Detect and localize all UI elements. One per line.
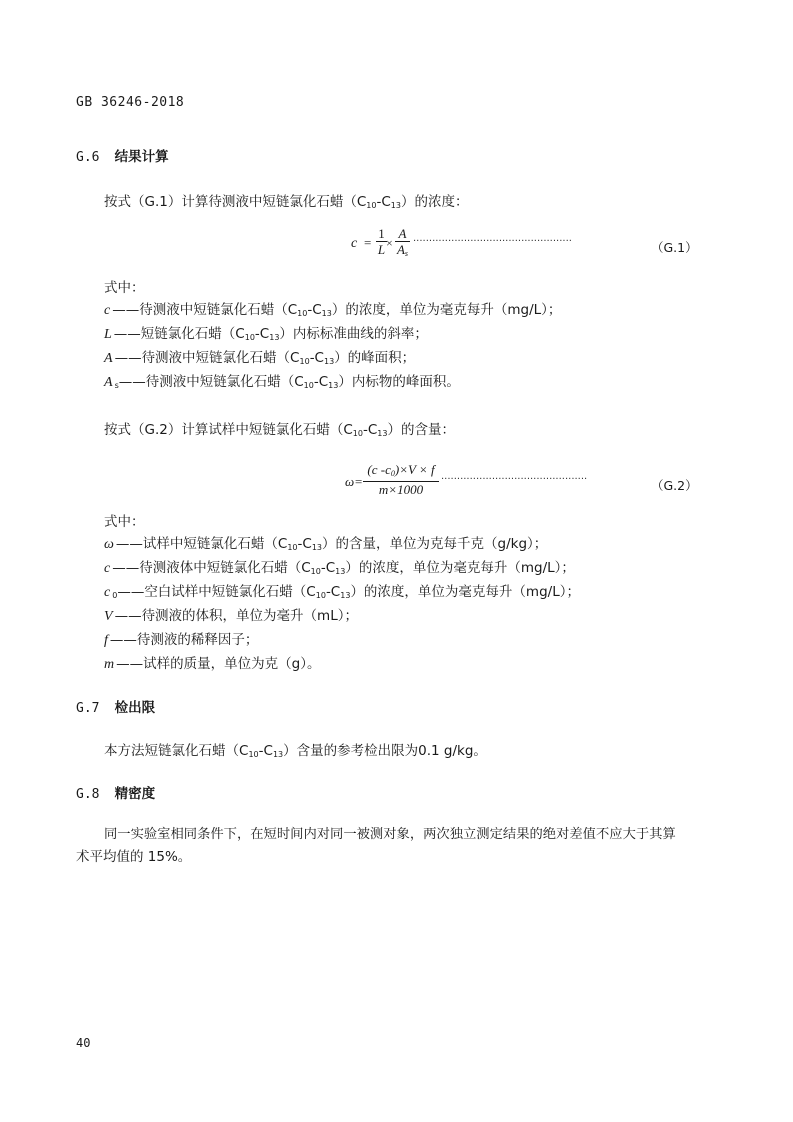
where-label-1: 式中： — [104, 280, 145, 296]
definition-text: ）内标物的峰面积。 — [338, 374, 460, 390]
definition-text: ）的峰面积； — [334, 350, 416, 366]
definition-item — [104, 532, 547, 553]
definition-symbol: L — [104, 327, 112, 342]
numerator-text: (c -c — [367, 462, 391, 477]
section-number: G.7 — [76, 701, 100, 716]
section-number: G.6 — [76, 150, 100, 165]
subscript: 10 — [366, 201, 377, 210]
definition-text: ——短链氯化石蜡（C — [113, 326, 245, 342]
page-number: 40 — [76, 1036, 91, 1050]
definition-text: -C — [254, 326, 270, 342]
paragraph-text: 本方法短链氯化石蜡（C — [104, 743, 249, 759]
subscript: 10 — [315, 591, 326, 600]
subscript: 13 — [390, 201, 401, 210]
intro-text: -C — [362, 422, 378, 438]
section-title: 结果计算 — [114, 149, 169, 165]
denominator: m×1000 — [378, 482, 424, 497]
subscript: 13 — [335, 567, 346, 576]
leader-dots: ·················································· — [413, 236, 572, 247]
subscript: 10 — [352, 429, 363, 438]
definition-symbol: m — [104, 657, 115, 672]
where-label-2: 式中： — [104, 514, 145, 530]
section-title: 精密度 — [114, 786, 156, 802]
subscript: 13 — [321, 309, 332, 318]
definition-symbol: c — [104, 303, 111, 318]
subscript: 13 — [269, 333, 280, 342]
subscript: 10 — [310, 567, 321, 576]
intro-paragraph-g2 — [104, 418, 455, 438]
definition-symbol: c — [104, 561, 111, 576]
leader-dots: ·············································· — [441, 474, 588, 485]
definition-text: -C — [325, 584, 341, 600]
numerator — [367, 462, 434, 481]
definition-text: ）的浓度，单位为毫克每升（mg/L）； — [350, 584, 580, 600]
definition-text: ——试样的质量，单位为克（g）。 — [116, 656, 321, 672]
equation-number: （G.2） — [651, 478, 698, 493]
subscript: 13 — [311, 543, 323, 552]
numerator: 1 — [378, 226, 385, 241]
subscript: 10 — [303, 381, 314, 390]
paragraph-text: ）含量的参考检出限为0.1 g/kg。 — [283, 743, 487, 759]
intro-text: ）的含量： — [387, 422, 455, 438]
subscript: 0 — [390, 469, 395, 478]
precision-paragraph-line2: 术平均值的 15%。 — [76, 849, 192, 865]
definition-text: ——待测液中短链氯化石蜡（C — [118, 374, 304, 390]
definition-item — [104, 628, 258, 649]
precision-paragraph-line1: 同一实验室相同条件下，在短时间内对同一被测对象，两次独立测定结果的绝对差值不应大于其算 — [104, 827, 676, 842]
definition-item — [104, 604, 358, 625]
definition-symbol: A — [104, 375, 113, 390]
eq2-lhs: ω= — [345, 474, 363, 489]
subscript: 10 — [244, 333, 255, 342]
subscript: 10 — [297, 309, 308, 318]
denominator — [397, 242, 408, 261]
definition-symbol: f — [104, 633, 108, 648]
eq1-fraction-2 — [395, 226, 410, 261]
definition-text: ）的浓度，单位为毫克每升（mg/L）； — [345, 560, 575, 576]
section-g6-heading — [76, 145, 169, 165]
definition-text: -C — [307, 302, 322, 318]
intro-text: 按式（G.1）计算待测液中短链氯化石蜡（C — [104, 194, 367, 210]
subscript: 10 — [248, 750, 259, 759]
intro-text: 按式（G.2）计算试样中短链氯化石蜡（C — [104, 422, 353, 438]
intro-text: -C — [376, 194, 391, 210]
subscript: 13 — [328, 381, 339, 390]
equation-number: （G.1） — [651, 240, 698, 255]
definition-text: ——待测液体中短链氯化石蜡（C — [112, 560, 311, 576]
subscript: s — [114, 381, 119, 390]
subscript: 13 — [272, 750, 284, 759]
denominator-symbol: A — [396, 242, 405, 257]
definition-item — [104, 322, 428, 343]
definition-item — [104, 580, 580, 601]
definition-text: -C — [313, 374, 329, 390]
definition-text: ——试样中短链氯化石蜡（C — [115, 536, 288, 552]
definition-text: -C — [309, 350, 324, 366]
section-title: 检出限 — [114, 700, 156, 716]
definition-item — [104, 370, 460, 391]
definition-text: ）内标标准曲线的斜率； — [279, 326, 428, 342]
intro-paragraph-g1 — [104, 190, 468, 210]
definition-text: -C — [297, 536, 312, 552]
eq1-times: × — [386, 236, 393, 250]
numerator-text: )×V × f — [394, 462, 435, 477]
eq1-equals: = — [364, 235, 372, 250]
numerator: A — [398, 226, 407, 241]
denominator: L — [377, 242, 386, 257]
subscript: 10 — [299, 357, 310, 366]
detection-limit-paragraph — [104, 739, 487, 759]
subscript: 10 — [287, 543, 298, 552]
subscript: 0 — [112, 591, 118, 600]
definition-text: ——空白试样中短链氯化石蜡（C — [117, 584, 316, 600]
intro-text: ）的浓度： — [400, 194, 469, 210]
definition-text: ）的浓度，单位为毫克每升（mg/L）； — [331, 302, 562, 318]
definition-symbol: ω — [104, 537, 114, 552]
section-g8-heading — [76, 782, 155, 802]
subscript: 13 — [340, 591, 351, 600]
definition-text: ——待测液的体积，单位为毫升（mL）； — [114, 608, 358, 624]
definition-text: ——待测液中短链氯化石蜡（C — [114, 350, 300, 366]
section-number: G.8 — [76, 787, 100, 802]
standard-number: GB 36246-2018 — [76, 95, 185, 110]
subscript: 13 — [324, 357, 335, 366]
definition-text: ）的含量，单位为克每千克（g/kg）； — [322, 536, 548, 552]
definition-text: ——待测液的稀释因子； — [109, 632, 259, 648]
definition-symbol: V — [104, 609, 113, 624]
definition-item — [104, 556, 575, 577]
subscript: s — [404, 249, 409, 258]
section-g7-heading — [76, 696, 155, 716]
definition-symbol: c — [104, 585, 111, 600]
eq2-fraction — [363, 462, 439, 497]
subscript: 13 — [377, 429, 388, 438]
definition-text: -C — [320, 560, 336, 576]
paragraph-text: -C — [258, 743, 273, 759]
eq1-lhs: c — [351, 236, 358, 251]
definition-text: ——待测液中短链氯化石蜡（C — [112, 302, 298, 318]
definition-item — [104, 346, 415, 367]
definition-item — [104, 298, 561, 319]
definition-symbol: A — [104, 351, 113, 366]
definition-item — [104, 652, 320, 673]
